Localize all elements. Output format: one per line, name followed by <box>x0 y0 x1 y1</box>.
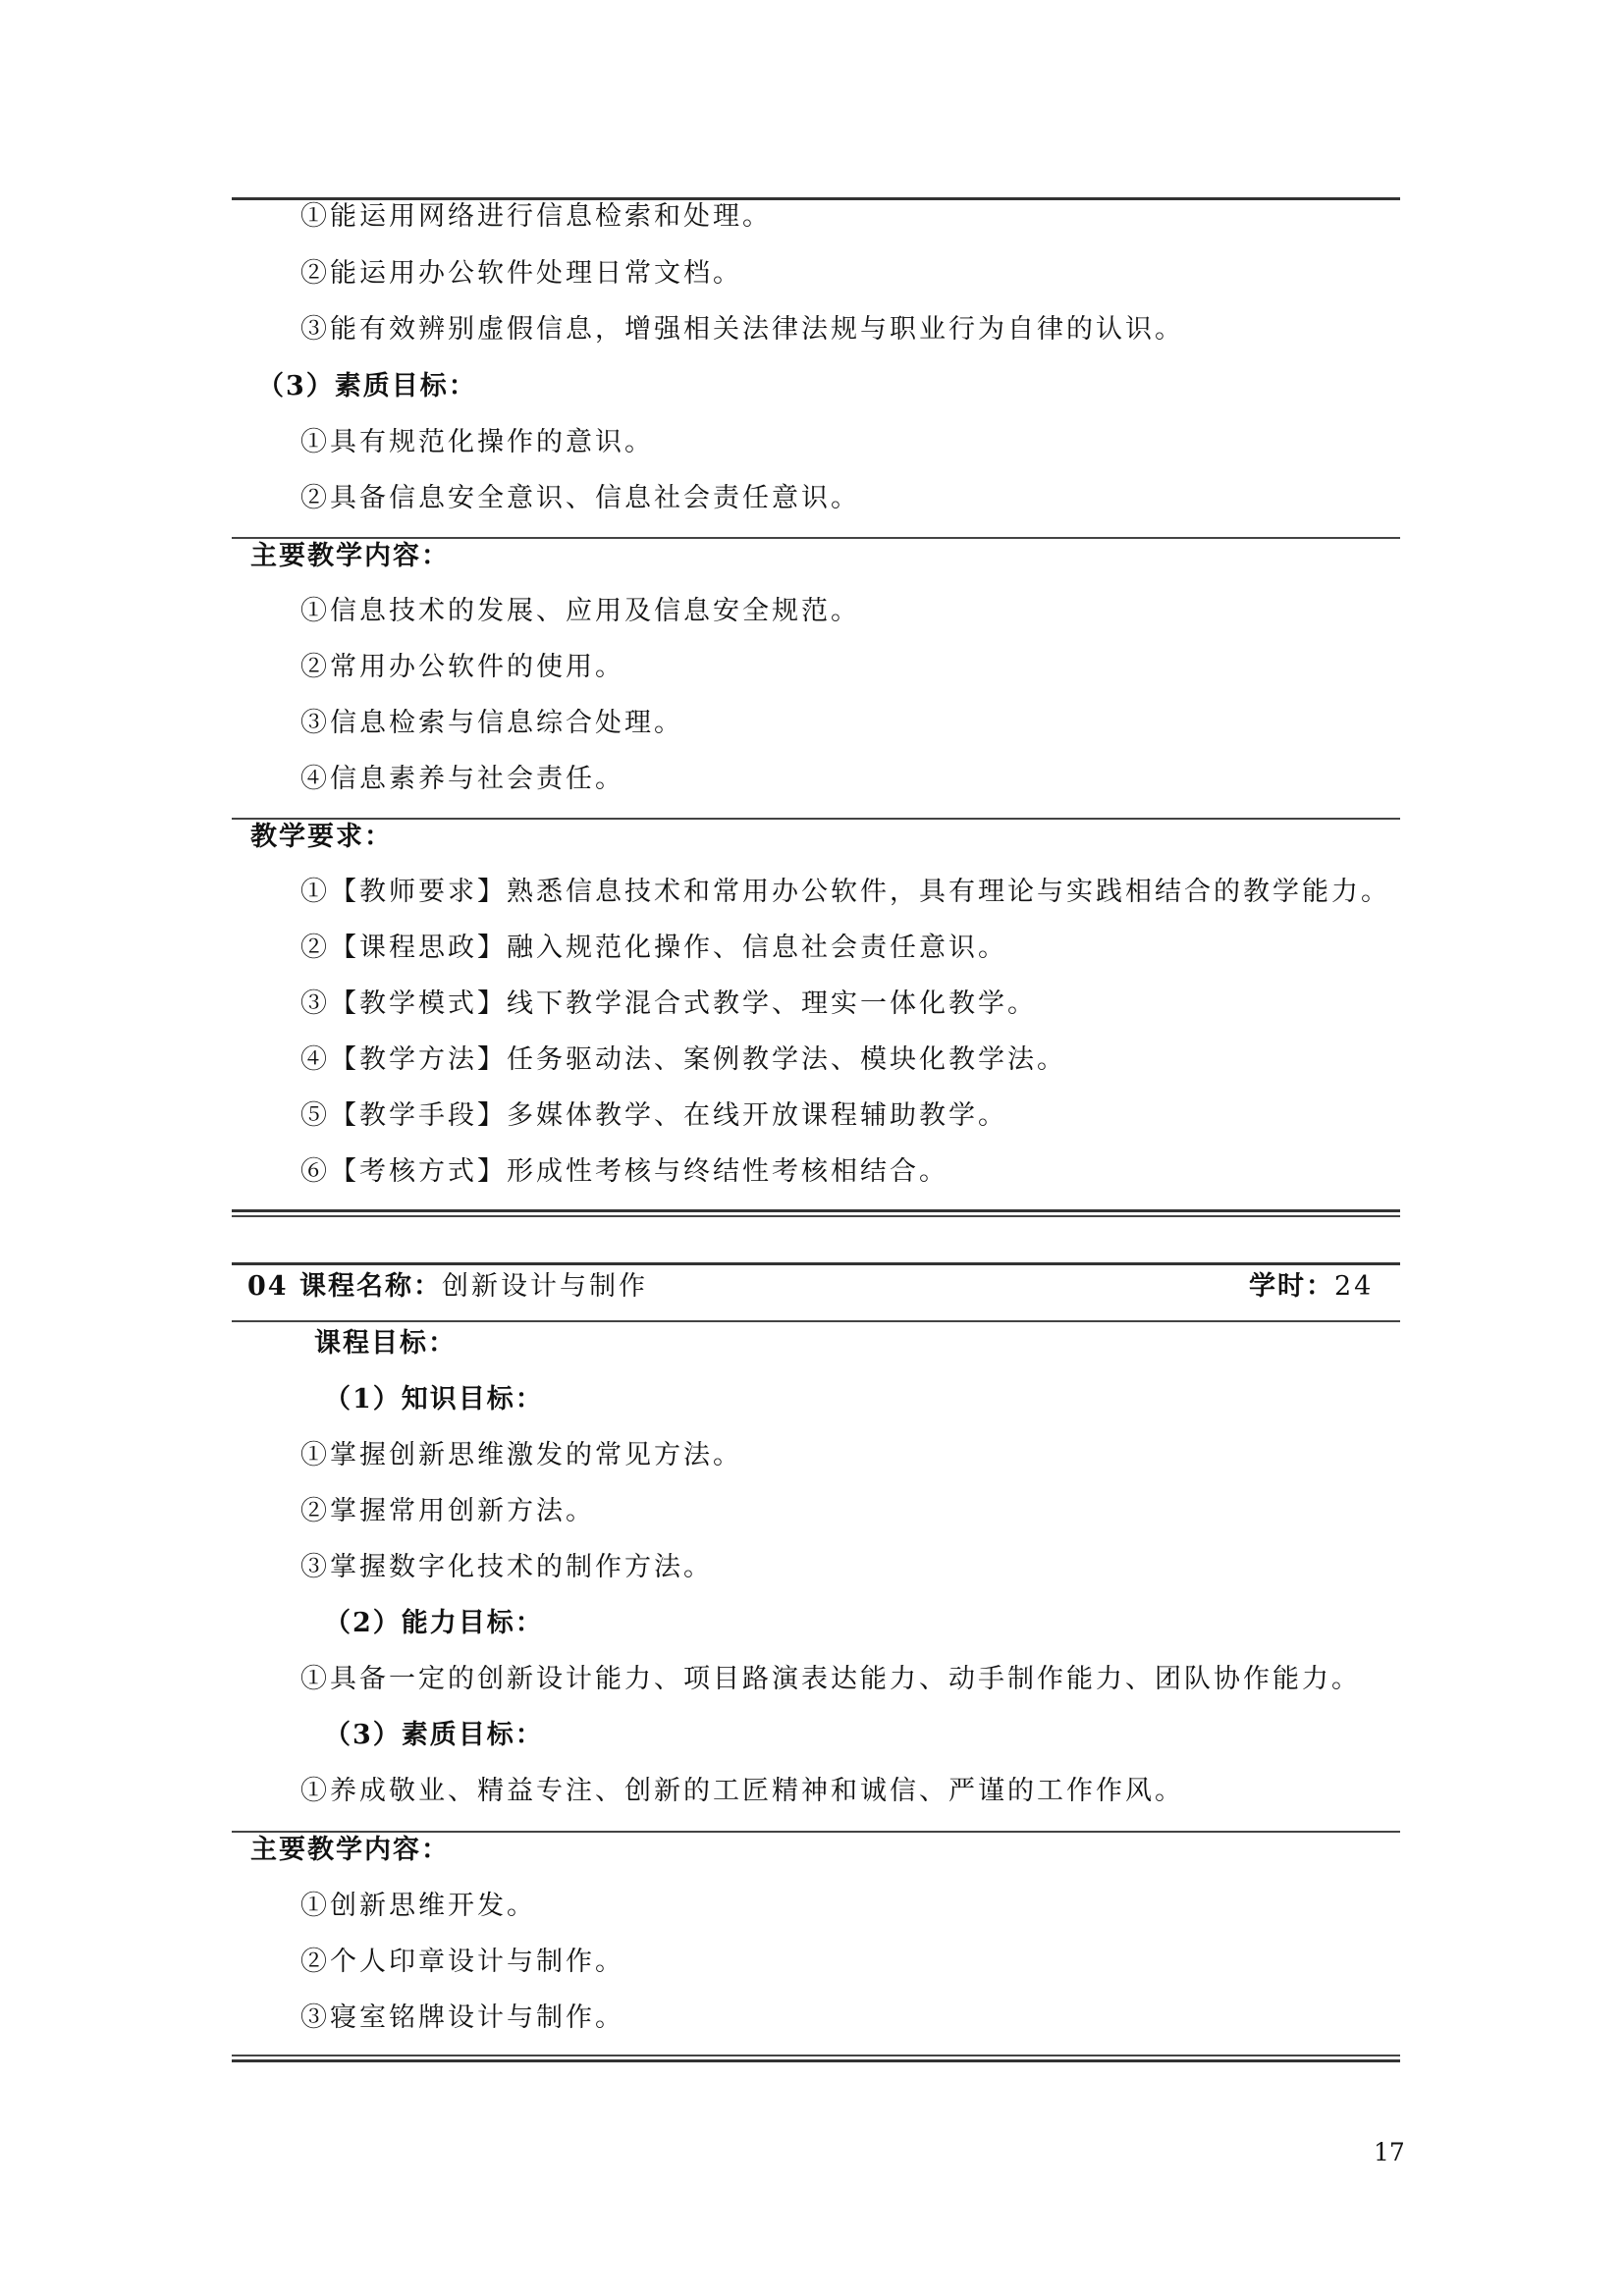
list-item: ①【教师要求】熟悉信息技术和常用办公软件，具有理论与实践相结合的教学能力。 <box>300 877 1390 907</box>
subsection-heading: （3）素质目标： <box>324 1720 544 1750</box>
list-item: ③掌握数字化技术的制作方法。 <box>300 1552 713 1582</box>
list-item: ①能运用网络进行信息检索和处理。 <box>300 201 772 232</box>
divider <box>232 1320 1400 1322</box>
list-item: ①信息技术的发展、应用及信息安全规范。 <box>300 596 860 626</box>
list-item: ②掌握常用创新方法。 <box>300 1496 595 1526</box>
section-heading: 教学要求： <box>250 822 393 852</box>
table-end-rule <box>232 2055 1400 2056</box>
list-item: ①具备一定的创新设计能力、项目路演表达能力、动手制作能力、团队协作能力。 <box>300 1664 1361 1694</box>
section-heading: 主要教学内容： <box>250 1835 450 1865</box>
section-heading: 课程目标： <box>314 1328 457 1359</box>
list-item: ②具备信息安全意识、信息社会责任意识。 <box>300 483 860 513</box>
list-item: ①具有规范化操作的意识。 <box>300 427 654 457</box>
list-item: ⑥【考核方式】形成性考核与终结性考核相结合。 <box>300 1156 948 1187</box>
list-item: ③能有效辨别虚假信息，增强相关法律法规与职业行为自律的认识。 <box>300 314 1184 345</box>
course-name-row <box>247 1270 648 1304</box>
list-item: ②【课程思政】融入规范化操作、信息社会责任意识。 <box>300 933 1007 963</box>
table-top-rule <box>232 1262 1400 1265</box>
list-item: ⑤【教学手段】多媒体教学、在线开放课程辅助教学。 <box>300 1100 1007 1131</box>
list-item: ③【教学模式】线下教学混合式教学、理实一体化教学。 <box>300 988 1037 1019</box>
subsection-heading: （2）能力目标： <box>324 1608 544 1638</box>
course-hours <box>1249 1270 1374 1304</box>
page-number: 17 <box>1374 2138 1405 2166</box>
list-item: ①掌握创新思维激发的常见方法。 <box>300 1440 742 1470</box>
list-item: ①养成敬业、精益专注、创新的工匠精神和诚信、严谨的工作作风。 <box>300 1776 1184 1806</box>
list-item: ①创新思维开发。 <box>300 1891 536 1921</box>
subsection-heading: （1）知识目标： <box>324 1384 544 1415</box>
divider <box>232 1831 1400 1833</box>
section-heading: （3）素质目标： <box>257 371 477 401</box>
list-item: ③信息检索与信息综合处理。 <box>300 708 683 738</box>
section-heading: 主要教学内容： <box>250 541 450 571</box>
divider <box>232 537 1400 539</box>
list-item: ③寝室铭牌设计与制作。 <box>300 2002 624 2033</box>
list-item: ②能运用办公软件处理日常文档。 <box>300 258 742 289</box>
divider <box>232 818 1400 820</box>
list-item: ②常用办公软件的使用。 <box>300 652 624 682</box>
list-item: ④信息素养与社会责任。 <box>300 764 624 794</box>
table-end-rule <box>232 1215 1400 1217</box>
list-item: ②个人印章设计与制作。 <box>300 1947 624 1977</box>
list-item: ④【教学方法】任务驱动法、案例教学法、模块化教学法。 <box>300 1044 1066 1075</box>
course-name-label: 04 课程名称： <box>247 1271 442 1302</box>
hours-label: 学时： <box>1249 1271 1334 1302</box>
table-end-rule <box>232 2059 1400 2062</box>
course-name-value: 创新设计与制作 <box>441 1271 648 1302</box>
table-end-rule <box>232 1209 1400 1212</box>
hours-value: 24 <box>1334 1271 1375 1302</box>
